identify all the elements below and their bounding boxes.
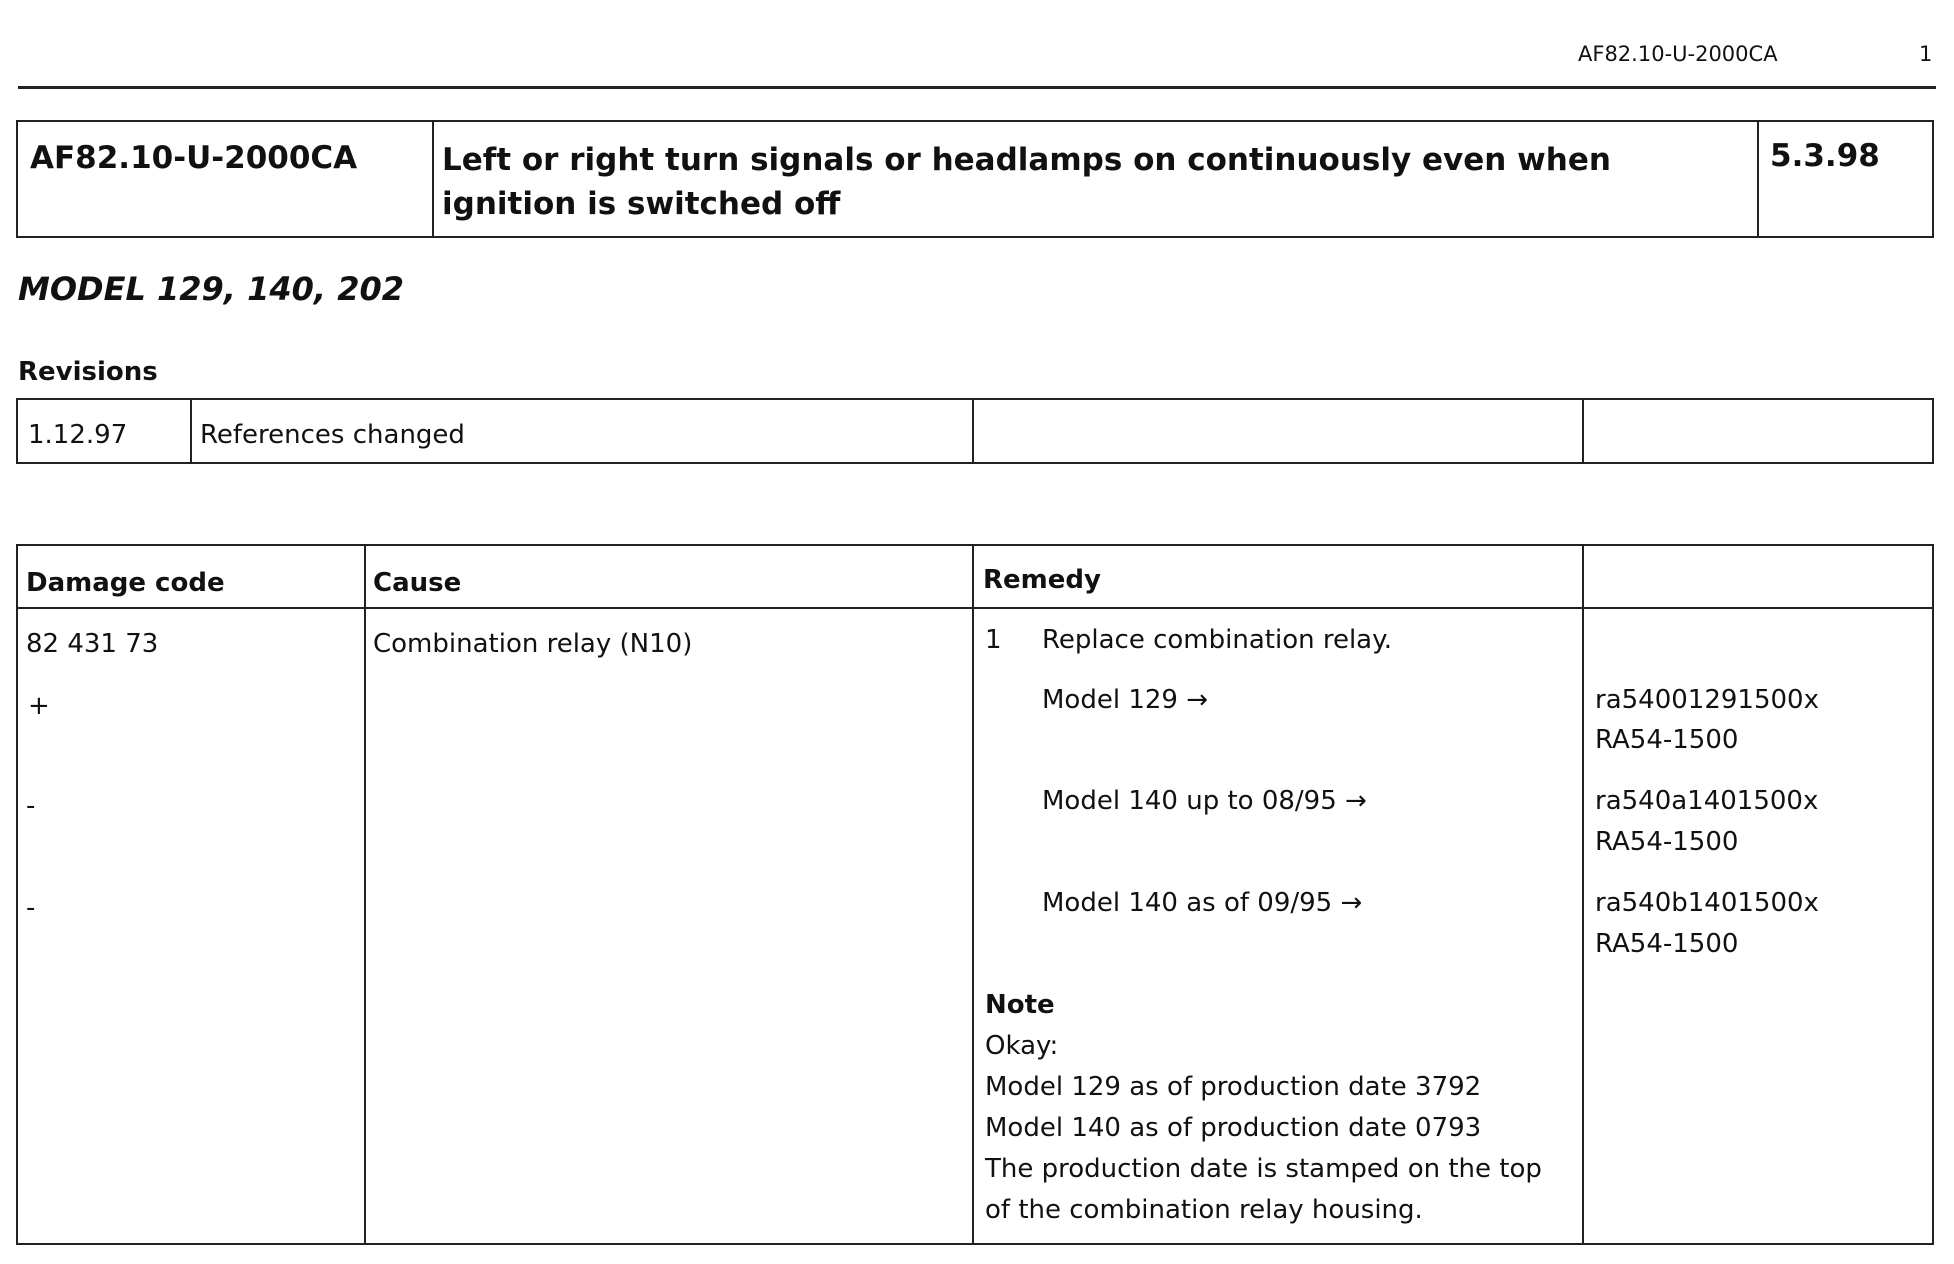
remedy-model-item: Model 140 up to 08/95 →: [1042, 786, 1367, 816]
revisions-divider: [1582, 398, 1584, 464]
damage-table-divider: [364, 544, 366, 1245]
model-heading: MODEL 129, 140, 202: [18, 270, 404, 308]
revision-date: 1.12.97: [28, 420, 128, 450]
note-line: Model 140 as of production date 0793: [985, 1113, 1482, 1143]
damage-table-header-rule: [16, 607, 1934, 609]
header-doc-code: AF82.10-U-2000CA: [1578, 42, 1778, 66]
revisions-divider: [972, 398, 974, 464]
reference-code: RA54-1500: [1595, 929, 1739, 959]
header-page-number: 1: [1919, 42, 1933, 66]
revision-text: References changed: [200, 420, 465, 450]
remedy-model-item: Model 140 as of 09/95 →: [1042, 888, 1363, 918]
reference-link[interactable]: ra54001291500x: [1595, 685, 1819, 715]
note-line: Model 129 as of production date 3792: [985, 1072, 1482, 1102]
reference-code: RA54-1500: [1595, 827, 1739, 857]
remedy-step-text: Replace combination relay.: [1042, 625, 1393, 655]
title-date: 5.3.98: [1770, 138, 1880, 174]
damage-marker: -: [26, 791, 36, 821]
revisions-heading: Revisions: [18, 357, 158, 387]
cause-text: Combination relay (N10): [373, 629, 693, 659]
remedy-step-number: 1: [985, 625, 1002, 655]
note-title: Note: [985, 990, 1055, 1020]
damage-table-divider: [972, 544, 974, 1245]
title-code: AF82.10-U-2000CA: [30, 140, 358, 176]
note-line: Okay:: [985, 1031, 1059, 1061]
note-line: of the combination relay housing.: [985, 1195, 1423, 1225]
damage-code-value: 82 431 73: [26, 629, 159, 659]
header-remedy: Remedy: [983, 565, 1101, 595]
title-box-divider: [432, 120, 434, 238]
revisions-divider: [190, 398, 192, 464]
damage-table-divider: [1582, 544, 1584, 1245]
reference-code: RA54-1500: [1595, 725, 1739, 755]
damage-marker: -: [26, 893, 36, 923]
reference-link[interactable]: ra540b1401500x: [1595, 888, 1819, 918]
header-rule: [18, 86, 1936, 89]
header-cause: Cause: [373, 568, 462, 598]
title-description: Left or right turn signals or headlamps on continuously even when ignition is switched off: [442, 142, 1611, 222]
reference-link[interactable]: ra540a1401500x: [1595, 786, 1819, 816]
remedy-model-item: Model 129 →: [1042, 685, 1209, 715]
header-damage-code: Damage code: [26, 568, 225, 598]
damage-marker: +: [28, 691, 50, 721]
title-box-divider: [1757, 120, 1759, 238]
note-line: The production date is stamped on the top: [985, 1154, 1542, 1184]
